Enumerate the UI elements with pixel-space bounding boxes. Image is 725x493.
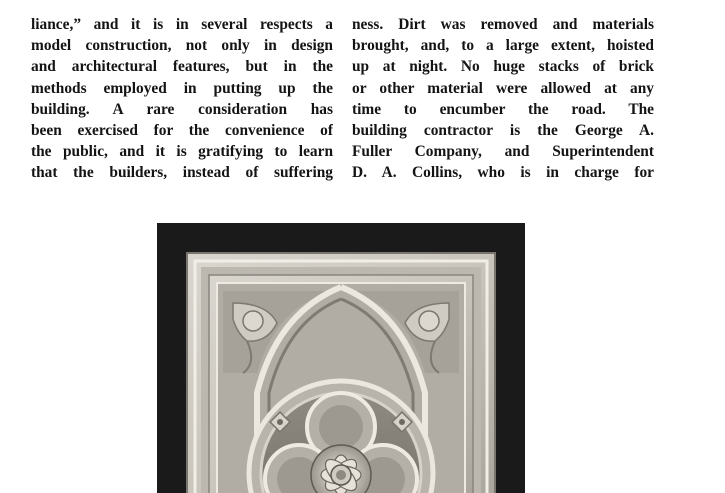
text-line: building. A rare consideration has: [31, 100, 333, 118]
text-line: liance,” and it is in several respects a: [31, 16, 333, 33]
text-column-left: [31, 14, 333, 184]
text-line: that the builders, instead of suffering: [31, 164, 333, 182]
text-line: ness. Dirt was removed and materials: [352, 16, 654, 33]
text-line: methods employed in putting up the: [31, 79, 333, 97]
carved-panel-image: [157, 223, 525, 493]
text-line: brought, and, to a large extent, hoisted: [352, 37, 654, 55]
text-line: model construction, not only in design: [31, 37, 333, 55]
text-line: time to encumber the road. The: [352, 100, 654, 118]
text-line: building contractor is the George A.: [352, 121, 654, 139]
text-line: the public, and it is gratifying to learn: [31, 143, 333, 161]
text-line: been exercised for the convenience of: [31, 121, 333, 139]
text-line: Fuller Company, and Superintendent: [352, 143, 654, 161]
text-column-right: [352, 14, 654, 184]
text-line: or other material were allowed at any: [352, 79, 654, 97]
text-line: D. A. Collins, who is in charge for: [352, 164, 654, 182]
carved-panel-photo: [157, 223, 525, 493]
text-line: and architectural features, but in the: [31, 58, 333, 76]
text-line: up at night. No huge stacks of brick: [352, 58, 654, 76]
